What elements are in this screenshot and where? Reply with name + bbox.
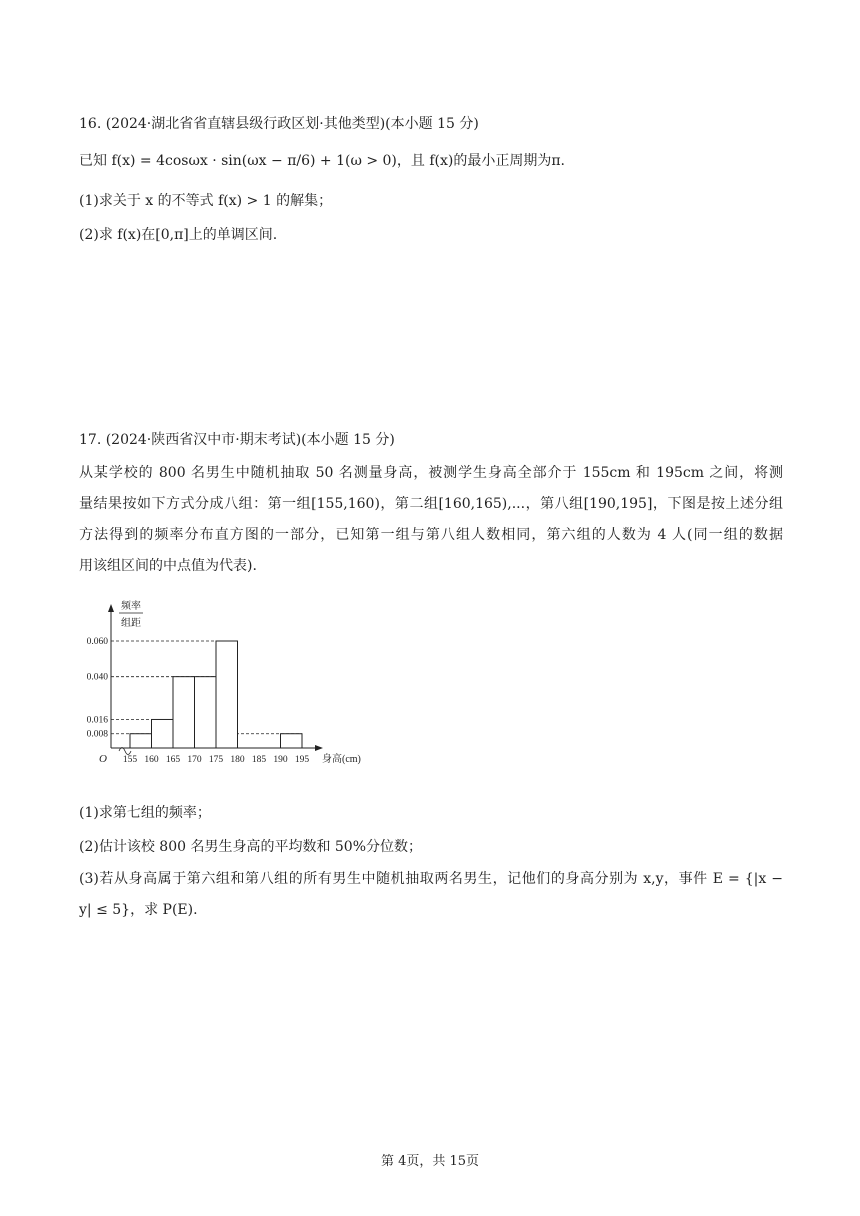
q17-stem-line: 用该组区间的中点值为代表). [79,558,257,574]
q17-part3-line: (3)若从身高属于第六组和第八组的所有男生中随机抽取两名男生，记他们的身高分别为 x,y，事件 E = {|x − [79,871,783,887]
q17-header: 17. (2024·陕西省汉中市·期末考试)(本小题 15 分) [79,432,395,448]
histogram-bar [152,719,174,748]
origin-label: O [99,753,107,765]
histogram-bar [130,734,152,748]
q17-stem-line: 方法得到的频率分布直方图的一部分，已知第一组与第八组人数相同，第六组的人数为 4 人(同一组的数据 [79,527,783,543]
q17-part3 [79,864,783,926]
x-tick-label: 190 [273,755,288,765]
q17-part1: (1)求第七组的频率； [79,805,211,821]
x-tick-label: 160 [144,755,159,765]
page-footer: 第 4页，共 15页 [380,1154,480,1169]
frequency-histogram [79,598,379,788]
y-tick-label: 0.016 [86,715,108,726]
y-tick-label: 0.040 [86,672,108,683]
x-tick-label: 180 [230,755,245,765]
q17-stem-line: 从某学校的 800 名男生中随机抽取 50 名测量身高，被测学生身高全部介于 155cm 和 195cm 之间，将测 [79,465,783,481]
q16-header: 16. (2024·湖北省省直辖县级行政区划·其他类型)(本小题 15 分) [79,116,479,132]
q16-part1: (1)求关于 x 的不等式 f(x) > 1 的解集； [79,193,333,209]
x-tick-label: 155 [122,755,138,765]
q16-stem: 已知 f(x) = 4cosωx · sin(ωx − π/6) + 1(ω > 0)，且 f(x)的最小正周期为π. [79,153,565,169]
x-tick-label: 195 [294,755,310,765]
histogram-bar [173,677,195,748]
x-axis-label: 身高(cm) [322,754,361,765]
q17-part3-line: y| ≤ 5}，求 P(E). [79,902,198,918]
histogram-bar [281,734,303,748]
y-axis-arrow [108,604,114,612]
y-label-top: 频率 [121,601,141,612]
x-axis-arrow [315,745,323,751]
q16-part2: (2)求 f(x)在[0,π]上的单调区间. [79,227,278,243]
x-tick-label: 175 [208,755,224,765]
y-label-bottom: 组距 [121,618,141,629]
histogram-bar [195,677,217,748]
q17-stem [79,458,783,582]
y-tick-label: 0.008 [86,729,108,740]
q17-part2: (2)估计该校 800 名男生身高的平均数和 50%分位数； [79,839,423,855]
y-tick-label: 0.060 [86,637,108,647]
x-tick-label: 185 [251,755,267,765]
x-tick-label: 170 [187,755,202,765]
histogram-bar [216,641,238,748]
x-tick-label: 165 [165,755,181,765]
axis-break-mark [119,748,131,755]
q17-stem-line: 量结果按如下方式分成八组：第一组[155,160)，第二组[160,165),...，第八组[190,195]，下图是按上述分组 [79,496,783,512]
